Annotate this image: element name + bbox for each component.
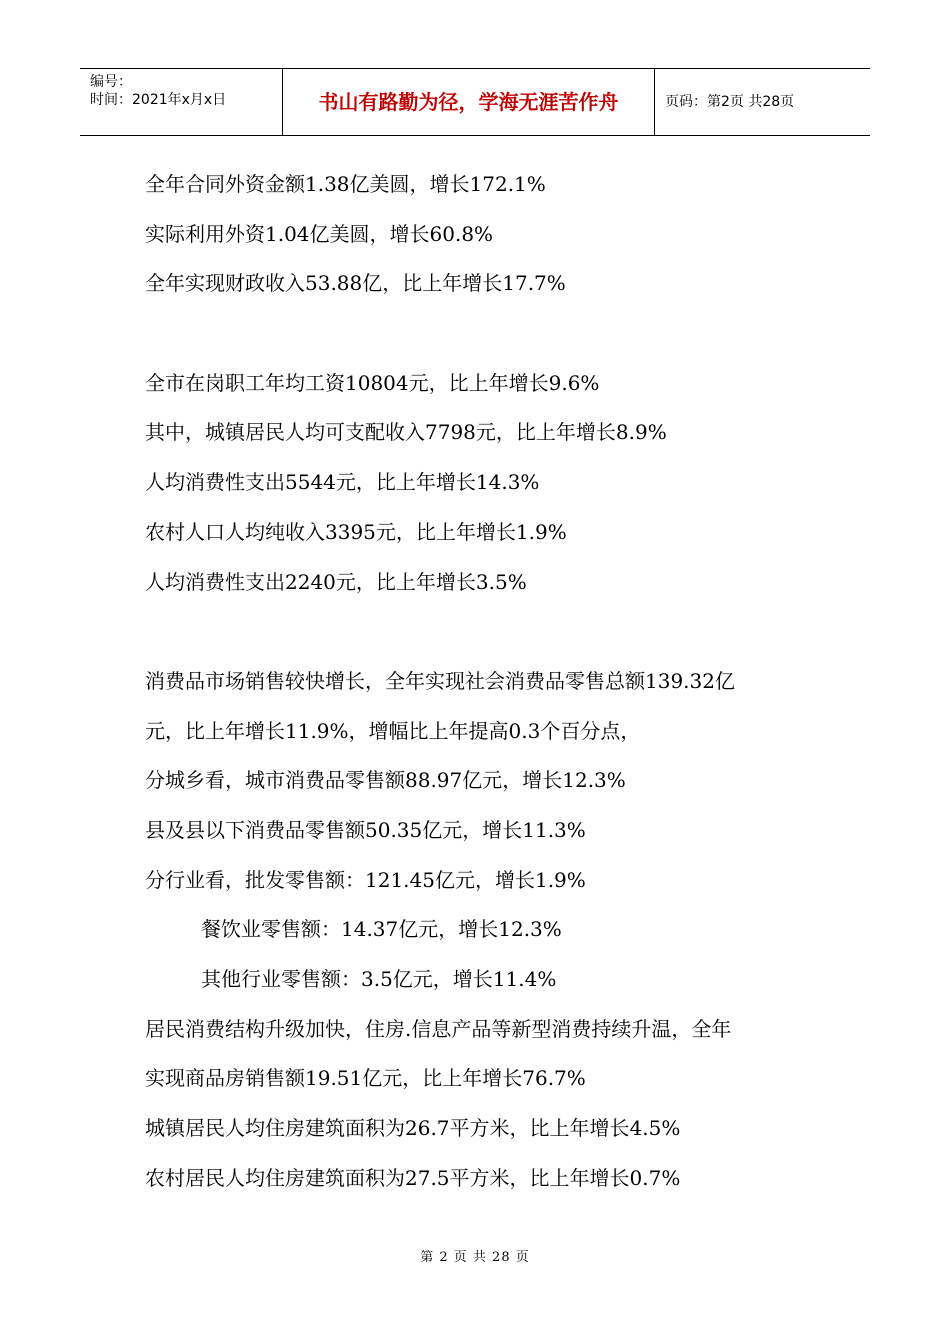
blank-line [145, 309, 825, 359]
document-header [80, 68, 870, 136]
date-label: 时间：2021年x月x日 [90, 92, 227, 108]
paragraph-line: 居民消费结构升级加快，住房.信息产品等新型消费持续升温，全年 [145, 1016, 732, 1041]
paragraph-line: 全年合同外资金额1.38亿美圆，增长172.1% [145, 172, 546, 196]
header-meta-cell [80, 69, 283, 135]
header-motto: 书山有路勤为径，学海无涯苦作舟 [283, 69, 655, 135]
page-footer: 第 2 页 共 28 页 [420, 1250, 530, 1265]
paragraph-line: 县及县以下消费品零售额50.35亿元，增长11.3% [145, 817, 586, 842]
paragraph-line: 元，比上年增长11.9%，增幅比上年提高0.3个百分点， [145, 718, 641, 743]
paragraph-line: 人均消费性支出5544元，比上年增长14.3% [145, 470, 540, 495]
number-label: 编号： [90, 74, 132, 90]
paragraph-line: 全年实现财政收入53.88亿，比上年增长17.7% [145, 271, 566, 296]
header-page-info: 页码：第2页 共28页 [665, 94, 795, 110]
paragraph-line: 其中，城镇居民人均可支配收入7798元，比上年增长8.9% [145, 420, 667, 445]
paragraph-line: 实际利用外资1.04亿美圆，增长60.8% [145, 221, 494, 246]
paragraph-line: 农村居民人均住房建筑面积为27.5平方米，比上年增长0.7% [145, 1165, 681, 1190]
paragraph-line-indented: 餐饮业零售额：14.37亿元，增长12.3% [201, 917, 562, 942]
paragraph-line: 农村人口人均纯收入3395元，比上年增长1.9% [145, 519, 567, 544]
paragraph-line: 分城乡看，城市消费品零售额88.97亿元，增长12.3% [145, 768, 626, 793]
paragraph-line: 消费品市场销售较快增长，全年实现社会消费品零售总额139.32亿 [145, 668, 735, 693]
paragraph-line: 人均消费性支出2240元，比上年增长3.5% [145, 569, 527, 594]
document-body [145, 160, 825, 1203]
paragraph-line-indented: 其他行业零售额：3.5亿元，增长11.4% [201, 967, 557, 991]
paragraph-line: 城镇居民人均住房建筑面积为26.7平方米，比上年增长4.5% [145, 1116, 681, 1141]
blank-line [145, 607, 825, 657]
paragraph-line: 实现商品房销售额19.51亿元，比上年增长76.7% [145, 1066, 586, 1091]
paragraph-line: 全市在岗职工年均工资10804元，比上年增长9.6% [145, 370, 600, 395]
paragraph-line: 分行业看，批发零售额：121.45亿元，增长1.9% [145, 867, 586, 892]
